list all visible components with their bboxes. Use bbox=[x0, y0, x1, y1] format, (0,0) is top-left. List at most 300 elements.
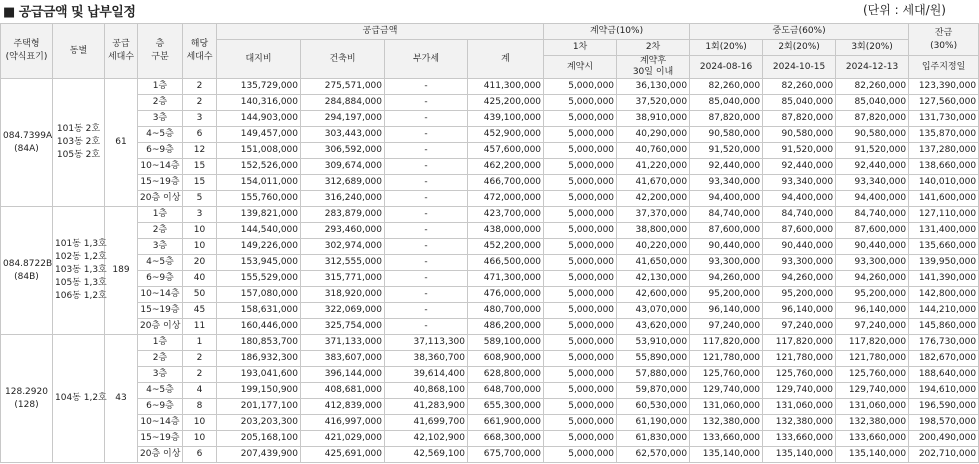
cell-building: 316,240,000 bbox=[301, 191, 385, 207]
cell-middle-1: 93,300,000 bbox=[690, 255, 763, 271]
cell-middle-1: 131,060,000 bbox=[690, 399, 763, 415]
table-row bbox=[1, 319, 979, 335]
cell-units: 5 bbox=[183, 191, 217, 207]
header-contract: 계약금(10%) bbox=[544, 24, 690, 40]
cell-middle-2: 131,060,000 bbox=[763, 399, 836, 415]
cell-middle-1: 117,820,000 bbox=[690, 335, 763, 351]
cell-land: 193,041,600 bbox=[217, 367, 301, 383]
header-floor: 층 구분 bbox=[138, 24, 183, 79]
cell-vat: 37,113,300 bbox=[385, 335, 468, 351]
header-middle: 중도금(60%) bbox=[690, 24, 909, 40]
cell-units: 11 bbox=[183, 319, 217, 335]
cell-middle-1: 96,140,000 bbox=[690, 303, 763, 319]
cell-building: 371,133,000 bbox=[301, 335, 385, 351]
cell-balance: 176,730,000 bbox=[909, 335, 979, 351]
table-row bbox=[1, 415, 979, 431]
cell-building: 416,997,000 bbox=[301, 415, 385, 431]
cell-balance: 127,560,000 bbox=[909, 95, 979, 111]
cell-balance: 145,860,000 bbox=[909, 319, 979, 335]
cell-balance: 140,010,000 bbox=[909, 175, 979, 191]
cell-middle-3: 94,260,000 bbox=[836, 271, 909, 287]
cell-floor: 3층 bbox=[138, 239, 183, 255]
cell-floor: 20층 이상 bbox=[138, 191, 183, 207]
cell-vat: 38,360,700 bbox=[385, 351, 468, 367]
cell-units: 45 bbox=[183, 303, 217, 319]
cell-middle-1: 82,260,000 bbox=[690, 79, 763, 95]
cell-balance: 182,670,000 bbox=[909, 351, 979, 367]
table-row bbox=[1, 351, 979, 367]
cell-land: 158,631,000 bbox=[217, 303, 301, 319]
cell-contract-2: 55,890,000 bbox=[617, 351, 690, 367]
cell-land: 153,945,000 bbox=[217, 255, 301, 271]
cell-land: 207,439,900 bbox=[217, 447, 301, 463]
cell-land: 157,080,000 bbox=[217, 287, 301, 303]
cell-middle-1: 85,040,000 bbox=[690, 95, 763, 111]
cell-middle-2: 90,440,000 bbox=[763, 239, 836, 255]
cell-units: 8 bbox=[183, 399, 217, 415]
cell-total: 480,700,000 bbox=[468, 303, 544, 319]
cell-balance: 131,400,000 bbox=[909, 223, 979, 239]
cell-floor: 2층 bbox=[138, 95, 183, 111]
cell-vat: 41,283,900 bbox=[385, 399, 468, 415]
cell-land: 149,226,000 bbox=[217, 239, 301, 255]
cell-middle-1: 92,440,000 bbox=[690, 159, 763, 175]
cell-land: 160,446,000 bbox=[217, 319, 301, 335]
cell-balance: 194,610,000 bbox=[909, 383, 979, 399]
cell-middle-1: 135,140,000 bbox=[690, 447, 763, 463]
cell-contract-2: 43,070,000 bbox=[617, 303, 690, 319]
cell-building: 383,607,000 bbox=[301, 351, 385, 367]
cell-contract-2: 37,520,000 bbox=[617, 95, 690, 111]
cell-middle-3: 91,520,000 bbox=[836, 143, 909, 159]
table-row bbox=[1, 79, 979, 95]
cell-floor: 10~14층 bbox=[138, 287, 183, 303]
cell-building: 312,689,000 bbox=[301, 175, 385, 191]
cell-contract-1: 5,000,000 bbox=[544, 159, 617, 175]
header-vat: 부가세 bbox=[385, 40, 468, 79]
cell-vat: 42,102,900 bbox=[385, 431, 468, 447]
cell-middle-3: 84,740,000 bbox=[836, 207, 909, 223]
cell-vat: - bbox=[385, 255, 468, 271]
cell-contract-1: 5,000,000 bbox=[544, 143, 617, 159]
cell-middle-3: 121,780,000 bbox=[836, 351, 909, 367]
cell-contract-2: 60,530,000 bbox=[617, 399, 690, 415]
cell-supply-units: 189 bbox=[105, 207, 138, 335]
cell-contract-1: 5,000,000 bbox=[544, 175, 617, 191]
cell-middle-3: 133,660,000 bbox=[836, 431, 909, 447]
cell-middle-2: 121,780,000 bbox=[763, 351, 836, 367]
cell-middle-2: 94,400,000 bbox=[763, 191, 836, 207]
cell-land: 144,903,000 bbox=[217, 111, 301, 127]
cell-total: 452,900,000 bbox=[468, 127, 544, 143]
cell-balance: 135,870,000 bbox=[909, 127, 979, 143]
table-row bbox=[1, 239, 979, 255]
cell-dong-list: 104동 1,2호 bbox=[53, 335, 105, 463]
cell-balance: 196,590,000 bbox=[909, 399, 979, 415]
cell-floor: 20층 이상 bbox=[138, 319, 183, 335]
cell-middle-1: 90,580,000 bbox=[690, 127, 763, 143]
cell-contract-2: 40,290,000 bbox=[617, 127, 690, 143]
cell-middle-2: 91,520,000 bbox=[763, 143, 836, 159]
cell-middle-2: 95,200,000 bbox=[763, 287, 836, 303]
cell-contract-2: 38,800,000 bbox=[617, 223, 690, 239]
table-row bbox=[1, 159, 979, 175]
cell-floor: 15~19층 bbox=[138, 303, 183, 319]
cell-contract-1: 5,000,000 bbox=[544, 191, 617, 207]
header-land: 대지비 bbox=[217, 40, 301, 79]
cell-total: 411,300,000 bbox=[468, 79, 544, 95]
cell-units: 10 bbox=[183, 431, 217, 447]
cell-middle-2: 90,580,000 bbox=[763, 127, 836, 143]
cell-land: 151,008,000 bbox=[217, 143, 301, 159]
cell-units: 2 bbox=[183, 95, 217, 111]
cell-total: 668,300,000 bbox=[468, 431, 544, 447]
cell-building: 312,555,000 bbox=[301, 255, 385, 271]
header-middle-2: 2회(20%) bbox=[763, 40, 836, 56]
cell-land: 180,853,700 bbox=[217, 335, 301, 351]
cell-contract-1: 5,000,000 bbox=[544, 95, 617, 111]
cell-vat: - bbox=[385, 111, 468, 127]
cell-land: 144,540,000 bbox=[217, 223, 301, 239]
cell-middle-1: 90,440,000 bbox=[690, 239, 763, 255]
cell-building: 306,592,000 bbox=[301, 143, 385, 159]
header-middle-1-date: 2024-08-16 bbox=[690, 56, 763, 79]
cell-floor: 1층 bbox=[138, 335, 183, 351]
cell-contract-1: 5,000,000 bbox=[544, 431, 617, 447]
section-title: ■ 공급금액 및 납부일정 bbox=[3, 5, 136, 20]
cell-units: 10 bbox=[183, 415, 217, 431]
cell-total: 589,100,000 bbox=[468, 335, 544, 351]
cell-land: 149,457,000 bbox=[217, 127, 301, 143]
cell-balance: 139,950,000 bbox=[909, 255, 979, 271]
table-row bbox=[1, 95, 979, 111]
table-row bbox=[1, 255, 979, 271]
cell-vat: 41,699,700 bbox=[385, 415, 468, 431]
cell-contract-2: 42,200,000 bbox=[617, 191, 690, 207]
cell-floor: 4~5층 bbox=[138, 383, 183, 399]
cell-contract-2: 38,910,000 bbox=[617, 111, 690, 127]
header-balance: 잔금 (30%) bbox=[909, 24, 979, 56]
cell-building: 396,144,000 bbox=[301, 367, 385, 383]
cell-middle-1: 91,520,000 bbox=[690, 143, 763, 159]
cell-units: 4 bbox=[183, 383, 217, 399]
cell-middle-2: 93,300,000 bbox=[763, 255, 836, 271]
cell-units: 50 bbox=[183, 287, 217, 303]
table-row bbox=[1, 399, 979, 415]
cell-contract-2: 40,760,000 bbox=[617, 143, 690, 159]
cell-vat: - bbox=[385, 143, 468, 159]
cell-vat: - bbox=[385, 95, 468, 111]
cell-floor: 4~5층 bbox=[138, 255, 183, 271]
cell-middle-3: 90,440,000 bbox=[836, 239, 909, 255]
table-row bbox=[1, 447, 979, 463]
cell-middle-3: 132,380,000 bbox=[836, 415, 909, 431]
cell-middle-1: 94,260,000 bbox=[690, 271, 763, 287]
cell-middle-3: 129,740,000 bbox=[836, 383, 909, 399]
cell-contract-1: 5,000,000 bbox=[544, 399, 617, 415]
cell-building: 412,839,000 bbox=[301, 399, 385, 415]
cell-total: 438,000,000 bbox=[468, 223, 544, 239]
cell-middle-2: 125,760,000 bbox=[763, 367, 836, 383]
cell-middle-3: 94,400,000 bbox=[836, 191, 909, 207]
cell-contract-1: 5,000,000 bbox=[544, 351, 617, 367]
header-contract-1-time: 계약시 bbox=[544, 56, 617, 79]
table-row bbox=[1, 367, 979, 383]
cell-vat: - bbox=[385, 175, 468, 191]
cell-balance: 141,600,000 bbox=[909, 191, 979, 207]
cell-middle-1: 132,380,000 bbox=[690, 415, 763, 431]
cell-house-type: 084.8722B (84B) bbox=[1, 207, 53, 335]
cell-building: 294,197,000 bbox=[301, 111, 385, 127]
cell-contract-2: 41,670,000 bbox=[617, 175, 690, 191]
cell-building: 318,920,000 bbox=[301, 287, 385, 303]
cell-contract-2: 42,130,000 bbox=[617, 271, 690, 287]
cell-floor: 6~9층 bbox=[138, 143, 183, 159]
cell-middle-1: 93,340,000 bbox=[690, 175, 763, 191]
supply-price-table bbox=[0, 23, 979, 463]
cell-building: 275,571,000 bbox=[301, 79, 385, 95]
header-middle-2-date: 2024-10-15 bbox=[763, 56, 836, 79]
cell-middle-1: 87,820,000 bbox=[690, 111, 763, 127]
cell-building: 425,691,000 bbox=[301, 447, 385, 463]
cell-balance: 135,660,000 bbox=[909, 239, 979, 255]
cell-total: 439,100,000 bbox=[468, 111, 544, 127]
cell-middle-1: 125,760,000 bbox=[690, 367, 763, 383]
cell-floor: 6~9층 bbox=[138, 399, 183, 415]
cell-middle-3: 96,140,000 bbox=[836, 303, 909, 319]
cell-land: 155,529,000 bbox=[217, 271, 301, 287]
cell-middle-2: 82,260,000 bbox=[763, 79, 836, 95]
cell-middle-1: 97,240,000 bbox=[690, 319, 763, 335]
cell-middle-2: 94,260,000 bbox=[763, 271, 836, 287]
cell-land: 205,168,100 bbox=[217, 431, 301, 447]
unit-label: (단위 : 세대/원) bbox=[862, 3, 946, 17]
cell-balance: 123,390,000 bbox=[909, 79, 979, 95]
cell-floor: 2층 bbox=[138, 351, 183, 367]
cell-units: 1 bbox=[183, 335, 217, 351]
cell-middle-2: 96,140,000 bbox=[763, 303, 836, 319]
cell-house-type: 084.7399A (84A) bbox=[1, 79, 53, 207]
cell-floor: 1층 bbox=[138, 207, 183, 223]
cell-units: 2 bbox=[183, 367, 217, 383]
cell-dong-list: 101동 1,3호 102동 1,2호 103동 1,3호 105동 1,3호 106동 1,2호 bbox=[53, 207, 105, 335]
cell-vat: - bbox=[385, 223, 468, 239]
table-row bbox=[1, 207, 979, 223]
cell-units: 20 bbox=[183, 255, 217, 271]
cell-contract-2: 36,130,000 bbox=[617, 79, 690, 95]
cell-vat: 39,614,400 bbox=[385, 367, 468, 383]
cell-contract-1: 5,000,000 bbox=[544, 415, 617, 431]
header-middle-1: 1회(20%) bbox=[690, 40, 763, 56]
cell-units: 12 bbox=[183, 143, 217, 159]
cell-middle-3: 92,440,000 bbox=[836, 159, 909, 175]
header-contract-2-time: 계약후 30일 이내 bbox=[617, 56, 690, 79]
cell-balance: 202,710,000 bbox=[909, 447, 979, 463]
cell-middle-3: 93,300,000 bbox=[836, 255, 909, 271]
cell-units: 10 bbox=[183, 239, 217, 255]
cell-land: 152,526,000 bbox=[217, 159, 301, 175]
cell-units: 6 bbox=[183, 447, 217, 463]
cell-contract-1: 5,000,000 bbox=[544, 223, 617, 239]
cell-contract-1: 5,000,000 bbox=[544, 239, 617, 255]
table-header bbox=[1, 24, 979, 79]
cell-middle-1: 133,660,000 bbox=[690, 431, 763, 447]
cell-total: 486,200,000 bbox=[468, 319, 544, 335]
cell-contract-1: 5,000,000 bbox=[544, 287, 617, 303]
cell-vat: - bbox=[385, 287, 468, 303]
header-building: 건축비 bbox=[301, 40, 385, 79]
cell-dong-list: 101동 2호 103동 2호 105동 2호 bbox=[53, 79, 105, 207]
header-units: 해당 세대수 bbox=[183, 24, 217, 79]
cell-total: 608,900,000 bbox=[468, 351, 544, 367]
cell-total: 457,600,000 bbox=[468, 143, 544, 159]
cell-middle-3: 117,820,000 bbox=[836, 335, 909, 351]
cell-floor: 4~5층 bbox=[138, 127, 183, 143]
cell-units: 2 bbox=[183, 79, 217, 95]
cell-middle-3: 85,040,000 bbox=[836, 95, 909, 111]
cell-middle-3: 135,140,000 bbox=[836, 447, 909, 463]
cell-vat: 40,868,100 bbox=[385, 383, 468, 399]
cell-land: 154,011,000 bbox=[217, 175, 301, 191]
cell-balance: 188,640,000 bbox=[909, 367, 979, 383]
cell-floor: 15~19층 bbox=[138, 175, 183, 191]
cell-units: 3 bbox=[183, 207, 217, 223]
cell-vat: - bbox=[385, 207, 468, 223]
cell-contract-2: 43,620,000 bbox=[617, 319, 690, 335]
cell-floor: 2층 bbox=[138, 223, 183, 239]
cell-vat: - bbox=[385, 319, 468, 335]
cell-contract-1: 5,000,000 bbox=[544, 319, 617, 335]
cell-vat: - bbox=[385, 271, 468, 287]
cell-middle-1: 129,740,000 bbox=[690, 383, 763, 399]
cell-supply-units: 43 bbox=[105, 335, 138, 463]
cell-middle-1: 84,740,000 bbox=[690, 207, 763, 223]
cell-contract-1: 5,000,000 bbox=[544, 207, 617, 223]
cell-contract-2: 53,910,000 bbox=[617, 335, 690, 351]
cell-middle-3: 131,060,000 bbox=[836, 399, 909, 415]
cell-land: 139,821,000 bbox=[217, 207, 301, 223]
cell-vat: - bbox=[385, 159, 468, 175]
table-row bbox=[1, 127, 979, 143]
cell-middle-2: 97,240,000 bbox=[763, 319, 836, 335]
table-row bbox=[1, 223, 979, 239]
cell-units: 15 bbox=[183, 159, 217, 175]
cell-floor: 3층 bbox=[138, 367, 183, 383]
table-row bbox=[1, 287, 979, 303]
cell-vat: - bbox=[385, 191, 468, 207]
cell-middle-3: 90,580,000 bbox=[836, 127, 909, 143]
cell-building: 309,674,000 bbox=[301, 159, 385, 175]
header-dong: 동별 bbox=[53, 24, 105, 79]
cell-contract-1: 5,000,000 bbox=[544, 367, 617, 383]
header-supply-units: 공급 세대수 bbox=[105, 24, 138, 79]
cell-contract-1: 5,000,000 bbox=[544, 111, 617, 127]
cell-supply-units: 61 bbox=[105, 79, 138, 207]
cell-middle-2: 129,740,000 bbox=[763, 383, 836, 399]
cell-units: 2 bbox=[183, 351, 217, 367]
cell-land: 199,150,900 bbox=[217, 383, 301, 399]
cell-balance: 198,570,000 bbox=[909, 415, 979, 431]
cell-total: 661,900,000 bbox=[468, 415, 544, 431]
cell-middle-2: 93,340,000 bbox=[763, 175, 836, 191]
cell-middle-3: 93,340,000 bbox=[836, 175, 909, 191]
table-row bbox=[1, 335, 979, 351]
cell-vat: - bbox=[385, 303, 468, 319]
cell-vat: - bbox=[385, 79, 468, 95]
cell-total: 628,800,000 bbox=[468, 367, 544, 383]
cell-units: 3 bbox=[183, 111, 217, 127]
cell-contract-1: 5,000,000 bbox=[544, 383, 617, 399]
cell-middle-3: 95,200,000 bbox=[836, 287, 909, 303]
table-body bbox=[1, 79, 979, 463]
cell-floor: 6~9층 bbox=[138, 271, 183, 287]
cell-contract-1: 5,000,000 bbox=[544, 335, 617, 351]
table-row bbox=[1, 431, 979, 447]
header-balance-time: 입주지정일 bbox=[909, 56, 979, 79]
cell-middle-2: 85,040,000 bbox=[763, 95, 836, 111]
cell-middle-2: 84,740,000 bbox=[763, 207, 836, 223]
table-row bbox=[1, 383, 979, 399]
cell-middle-1: 95,200,000 bbox=[690, 287, 763, 303]
cell-building: 408,681,000 bbox=[301, 383, 385, 399]
table-row bbox=[1, 191, 979, 207]
cell-contract-2: 41,650,000 bbox=[617, 255, 690, 271]
cell-building: 303,443,000 bbox=[301, 127, 385, 143]
cell-contract-1: 5,000,000 bbox=[544, 303, 617, 319]
cell-units: 15 bbox=[183, 175, 217, 191]
cell-middle-2: 132,380,000 bbox=[763, 415, 836, 431]
cell-units: 6 bbox=[183, 127, 217, 143]
cell-total: 423,700,000 bbox=[468, 207, 544, 223]
cell-middle-3: 125,760,000 bbox=[836, 367, 909, 383]
header-contract-1: 1차 bbox=[544, 40, 617, 56]
header-supply-amount: 공급금액 bbox=[217, 24, 544, 40]
cell-building: 302,974,000 bbox=[301, 239, 385, 255]
cell-contract-2: 61,830,000 bbox=[617, 431, 690, 447]
cell-land: 140,316,000 bbox=[217, 95, 301, 111]
cell-land: 155,760,000 bbox=[217, 191, 301, 207]
cell-floor: 20층 이상 bbox=[138, 447, 183, 463]
cell-building: 293,460,000 bbox=[301, 223, 385, 239]
cell-middle-2: 133,660,000 bbox=[763, 431, 836, 447]
cell-vat: - bbox=[385, 239, 468, 255]
cell-total: 452,200,000 bbox=[468, 239, 544, 255]
cell-contract-1: 5,000,000 bbox=[544, 255, 617, 271]
cell-contract-2: 62,570,000 bbox=[617, 447, 690, 463]
header-total: 계 bbox=[468, 40, 544, 79]
table-row bbox=[1, 303, 979, 319]
cell-middle-3: 87,820,000 bbox=[836, 111, 909, 127]
cell-floor: 10~14층 bbox=[138, 159, 183, 175]
cell-floor: 1층 bbox=[138, 79, 183, 95]
cell-middle-1: 87,600,000 bbox=[690, 223, 763, 239]
cell-balance: 142,800,000 bbox=[909, 287, 979, 303]
cell-contract-2: 59,870,000 bbox=[617, 383, 690, 399]
cell-land: 135,729,000 bbox=[217, 79, 301, 95]
cell-building: 283,879,000 bbox=[301, 207, 385, 223]
cell-middle-3: 87,600,000 bbox=[836, 223, 909, 239]
table-row bbox=[1, 271, 979, 287]
cell-middle-2: 87,600,000 bbox=[763, 223, 836, 239]
cell-contract-1: 5,000,000 bbox=[544, 79, 617, 95]
cell-house-type: 128.2920 (128) bbox=[1, 335, 53, 463]
cell-building: 315,771,000 bbox=[301, 271, 385, 287]
header-contract-2: 2차 bbox=[617, 40, 690, 56]
cell-balance: 138,660,000 bbox=[909, 159, 979, 175]
title-bar bbox=[0, 0, 960, 20]
cell-balance: 131,730,000 bbox=[909, 111, 979, 127]
cell-total: 462,200,000 bbox=[468, 159, 544, 175]
